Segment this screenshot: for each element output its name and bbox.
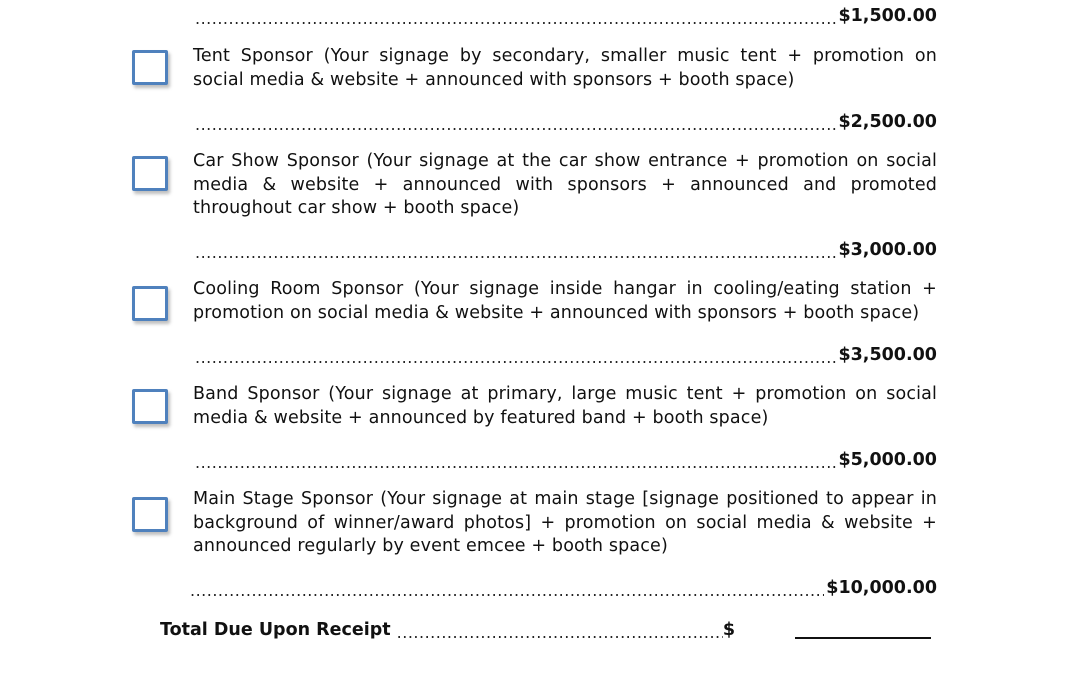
main-stage-sponsor-description: Main Stage Sponsor (Your signage at main stage [signage positioned to appear in background of winner/award photos] + promotion on social media & website + announced regularly by event emcee + booth space)	[193, 489, 937, 556]
tent-sponsor-checkbox[interactable]	[132, 50, 168, 85]
main-stage-sponsor-checkbox[interactable]	[132, 497, 168, 532]
price-line-cooling-room-sponsor	[195, 342, 937, 366]
price-cooling-room-sponsor: $3,500.00	[838, 345, 937, 365]
total-currency-symbol: $	[722, 620, 735, 640]
price-line-main-stage-sponsor	[190, 575, 937, 599]
total-row	[160, 617, 735, 641]
total-amount-blank[interactable]	[795, 637, 931, 639]
price-line-top	[195, 3, 937, 27]
total-label: Total Due Upon Receipt	[160, 620, 391, 640]
price-main-stage-sponsor: $10,000.00	[826, 578, 937, 598]
price-tent-sponsor: $2,500.00	[838, 112, 937, 132]
price-line-band-sponsor	[195, 447, 937, 471]
dot-leader	[190, 583, 824, 599]
car-show-sponsor-description: Car Show Sponsor (Your signage at the car show entrance + promotion on social media & website + announced with sponsors + announced and promoted throughout car show + booth space)	[193, 151, 937, 218]
car-show-sponsor-checkbox[interactable]	[132, 156, 168, 191]
band-sponsor-checkbox[interactable]	[132, 389, 168, 424]
price-car-show-sponsor: $3,000.00	[838, 240, 937, 260]
tent-sponsor-description: Tent Sponsor (Your signage by secondary, smaller music tent + promotion on social media & website + announced with sponsors + booth space)	[193, 46, 937, 90]
cooling-room-sponsor-checkbox[interactable]	[132, 286, 168, 321]
price-top: $1,500.00	[838, 6, 937, 26]
dot-leader	[195, 245, 836, 261]
dot-leader	[195, 455, 836, 471]
dot-leader	[195, 117, 836, 133]
band-sponsor-description: Band Sponsor (Your signage at primary, large music tent + promotion on social media & website + announced by featured band + booth space)	[193, 384, 937, 428]
price-band-sponsor: $5,000.00	[838, 450, 937, 470]
dot-leader	[195, 11, 836, 27]
dot-leader	[195, 350, 836, 366]
dot-leader	[397, 625, 723, 641]
price-line-tent-sponsor	[195, 109, 937, 133]
price-line-car-show-sponsor	[195, 237, 937, 261]
cooling-room-sponsor-description: Cooling Room Sponsor (Your signage inside hangar in cooling/eating station + promotion on social media & website + announced with sponsors + booth space)	[193, 279, 937, 323]
